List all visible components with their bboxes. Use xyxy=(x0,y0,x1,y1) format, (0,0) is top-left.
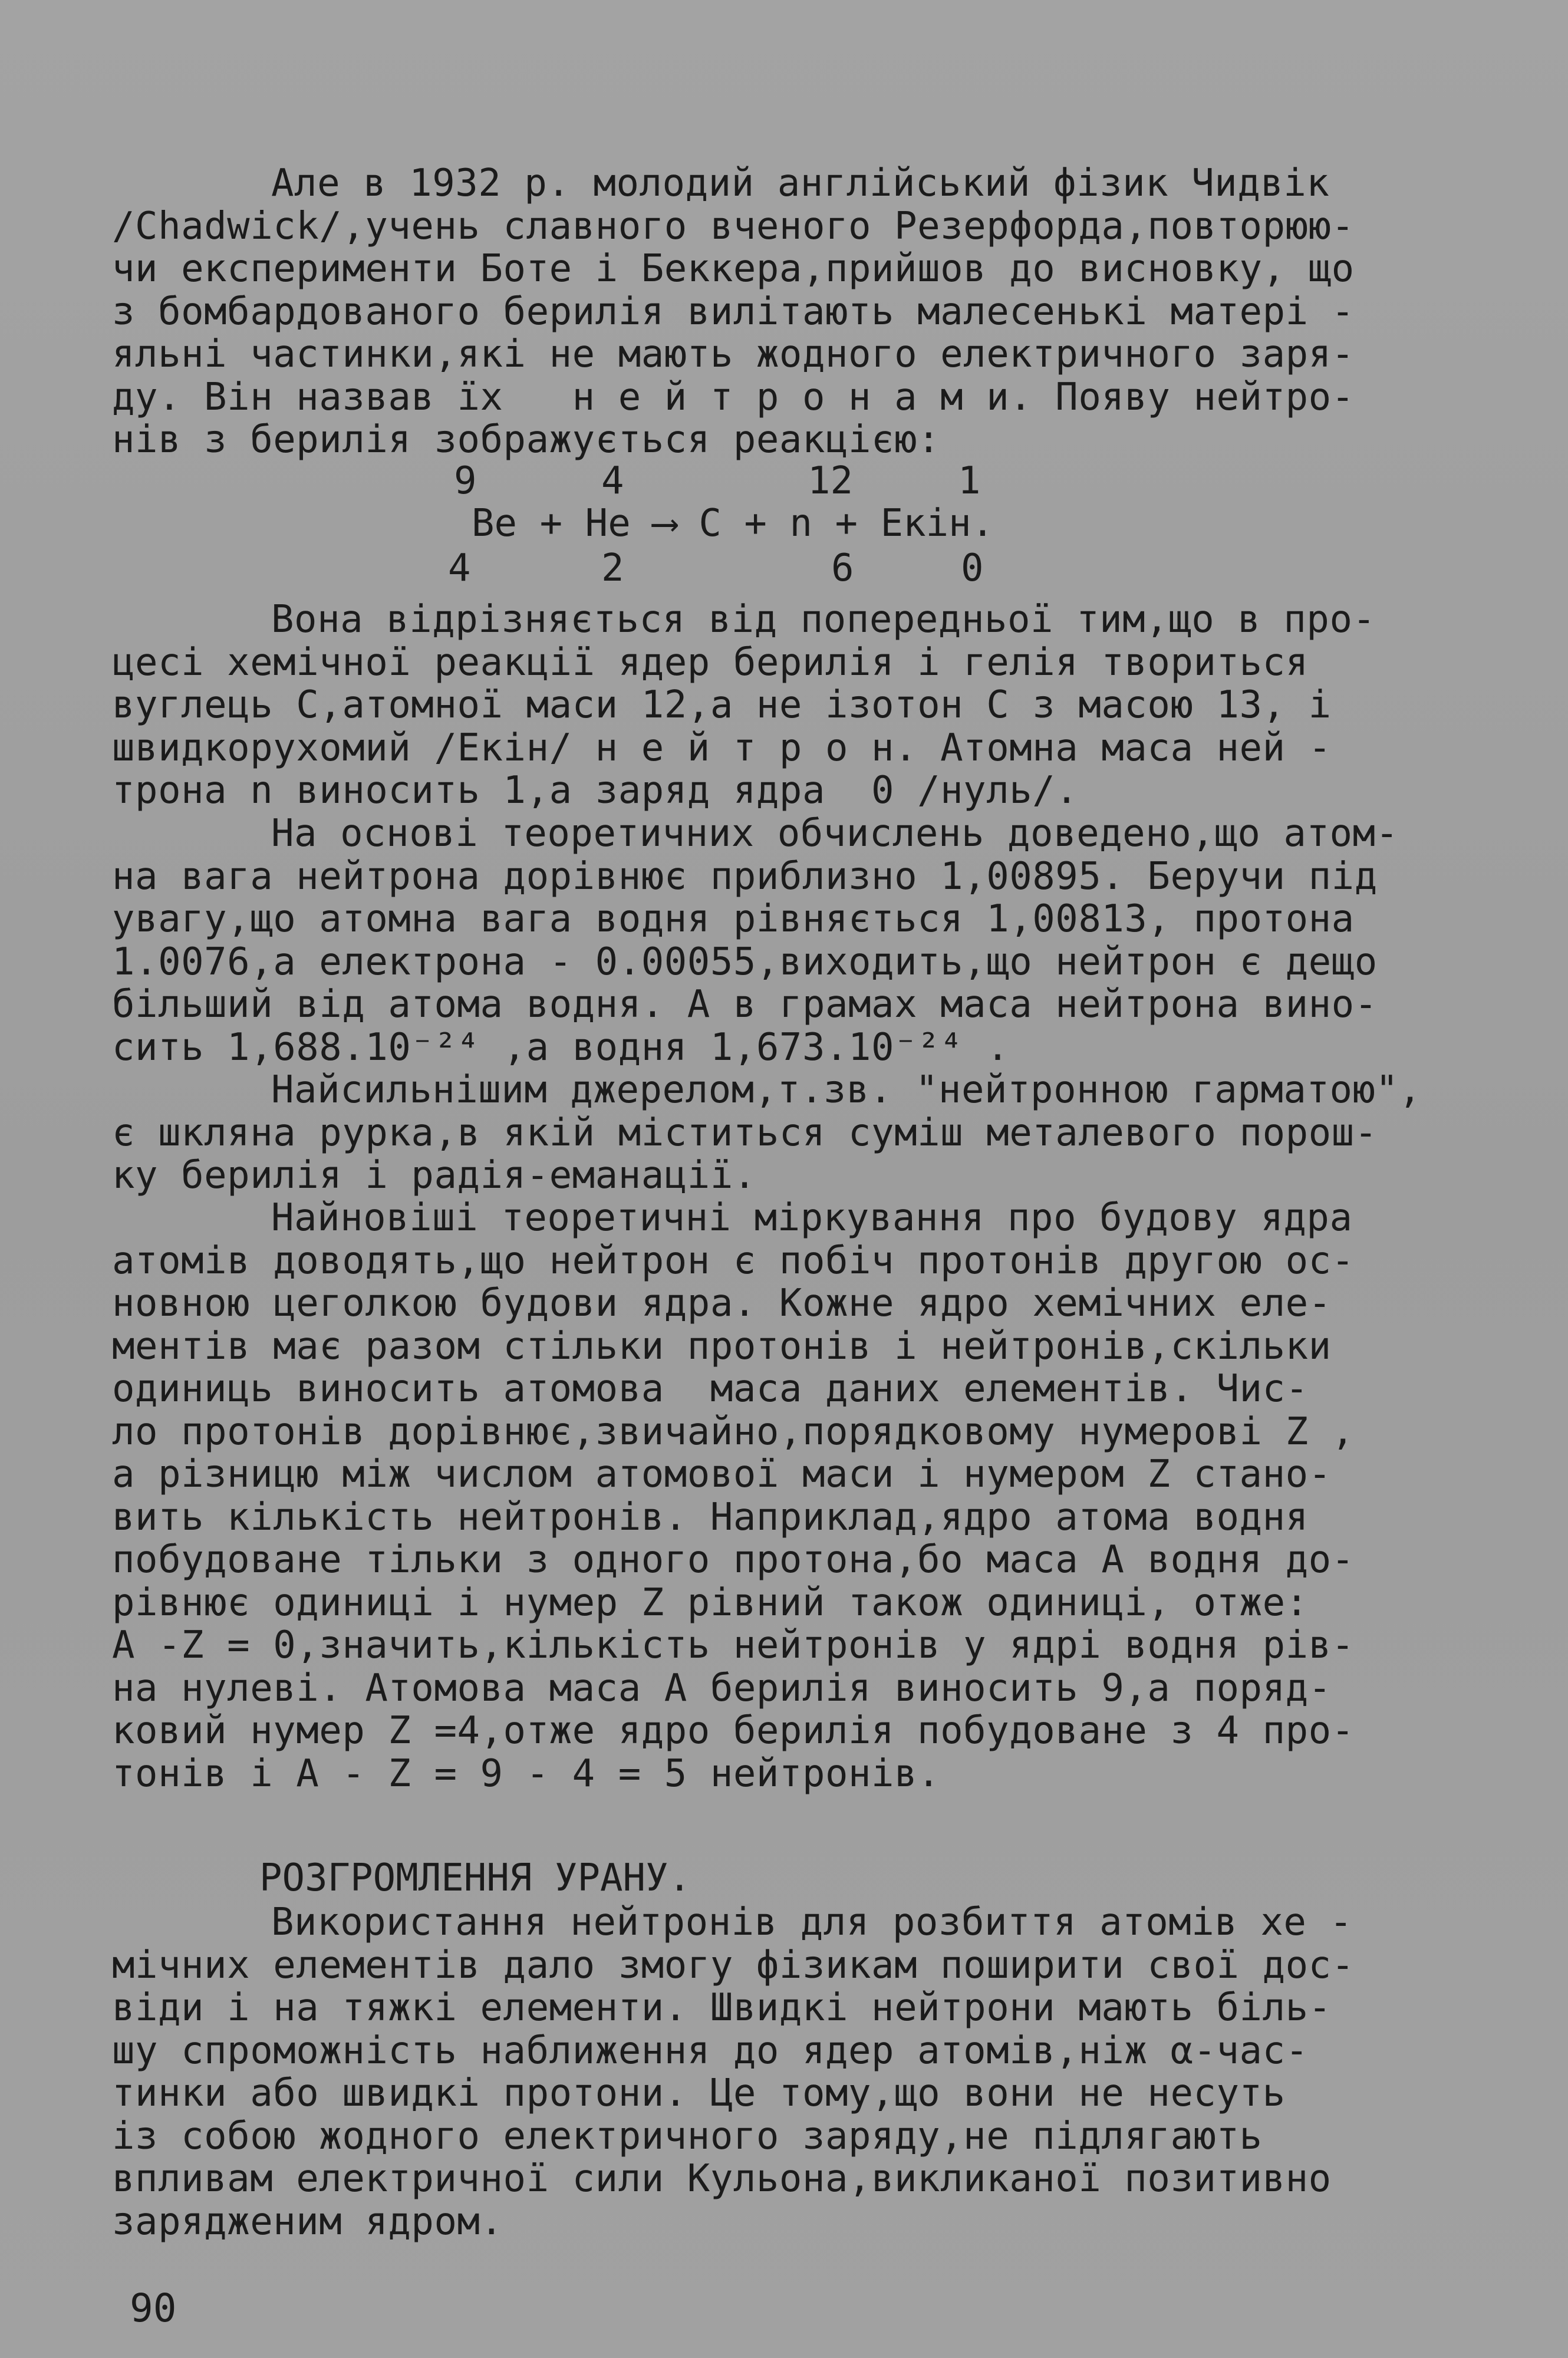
text-line: сить 1,688.10⁻²⁴ ,а водня 1,673.10⁻²⁴ . xyxy=(112,1025,1010,1069)
text-line: чи експерименти Боте і Беккера,прийшов до висновку, що xyxy=(112,247,1355,291)
text-line: вить кількість нейтронів. Наприклад,ядро атома водня xyxy=(112,1495,1309,1539)
text-line: побудоване тільки з одного протона,бо маса А водня до- xyxy=(112,1538,1355,1582)
text-line: впливам електричної сили Кульона,викликаної позитивно xyxy=(112,2157,1332,2201)
text-line: увагу,що атомна вага водня рівняється 1,00813, протона xyxy=(112,897,1355,941)
text-line: ментів має разом стільки протонів і нейтронів,скільки xyxy=(112,1324,1332,1368)
mass-number-neutron: 1 xyxy=(958,459,981,503)
text-line: є шкляна рурка,в якій міститься суміш металевого порош- xyxy=(112,1111,1378,1155)
text-line: Вона відрізняється від попередньої тим,що в про- xyxy=(271,598,1376,641)
text-line: яльні частинки,які не мають жодного електричного заря- xyxy=(112,332,1355,376)
nuclear-reaction-equation xyxy=(0,460,1568,595)
text-line: швидкорухомий /Eкін/ н е й т р о н. Атомна маса ней - xyxy=(112,726,1332,770)
paragraph-neutron-gun xyxy=(112,1069,1503,1197)
text-line: нів з берилія зображується реакцією: xyxy=(112,418,941,462)
text-line: ло протонів дорівнює,звичайно,порядковому нумерові Z , xyxy=(112,1409,1355,1454)
text-line: більший від атома водня. А в грамах маса нейтрона вино- xyxy=(112,983,1378,1026)
text-line: трона n виносить 1,а заряд ядра 0 /нуль/. xyxy=(112,769,1079,812)
text-line: на нулеві. Атомова маса А берилія виносить 9,а поряд- xyxy=(112,1666,1332,1710)
paragraph-nucleus-structure xyxy=(112,1197,1503,1795)
paragraph-reaction-explanation xyxy=(112,598,1503,812)
text-line: шу спроможність наближення до ядер атомів,ніж α-час- xyxy=(112,2028,1309,2073)
text-line: тонів і А - Z = 9 - 4 = 5 нейтронів. xyxy=(112,1751,941,1796)
charge-number-beryllium: 4 xyxy=(448,546,471,590)
text-fragment: ду. Він назвав їх xyxy=(112,375,503,419)
text-line: рівнює одиниці і нумер Z рівний також одиниці, отже: xyxy=(112,1580,1309,1625)
text-line: тинки або швидкі протони. Це тому,що вони не несуть xyxy=(112,2072,1286,2115)
paragraph-neutron-use xyxy=(112,1901,1503,2243)
paragraph-chadwick xyxy=(112,162,1503,462)
text-line: А -Z = 0,значить,кількість нейтронів у ядрі водня рів- xyxy=(112,1623,1355,1667)
text-line: цесі хемічної реакції ядер берилія і гелія твориться xyxy=(112,640,1309,684)
text-line: віди і на тяжкі елементи. Швидкі нейтрони мають біль- xyxy=(112,1986,1332,2030)
paragraph-atomic-weight xyxy=(112,812,1503,1069)
charge-number-neutron: 0 xyxy=(961,546,984,590)
text-line: ковий нумер Z =4,отже ядро берилія побудоване з 4 про- xyxy=(112,1709,1355,1753)
text-line: а різницю між числом атомової маси і нумером Z стано- xyxy=(112,1453,1332,1496)
text-line: Але в 1932 р. молодий англійський фізик Чидвік xyxy=(271,162,1330,205)
reaction-formula: Be + He ⟶ C + n + Eкін. xyxy=(472,502,994,545)
spaced-word-neutrons: н е й т р о н а м и. xyxy=(572,375,1033,419)
mass-number-carbon: 12 xyxy=(808,459,854,503)
text-line: атомів доводять,що нейтрон є побіч протонів другою ос- xyxy=(112,1239,1355,1283)
text-line: /Chadwick/,учень славного вченого Резерфорда,повторюю- xyxy=(112,204,1355,248)
text-line: мічних елементів дало змогу фізикам поширити свої дос- xyxy=(112,1943,1355,1987)
text-line: ку берилія і радія-еманації. xyxy=(112,1154,756,1197)
mass-number-helium: 4 xyxy=(601,459,624,503)
text-line: на вага нейтрона дорівнює приблизно 1,00895. Беручи під xyxy=(112,854,1378,898)
text-line: з бомбардованого берилія вилітають малесенькі матері - xyxy=(112,289,1355,334)
text-line: одиниць виносить атомова маса даних елементів. Чис- xyxy=(112,1367,1309,1411)
text-line: 1.0076,а електрона - 0.00055,виходить,що нейтрон є дещо xyxy=(112,940,1378,984)
section-heading: РОЗГРОМЛЕННЯ УРАНУ. xyxy=(259,1856,691,1900)
text-line: новною цеголкою будови ядра. Кожне ядро хемічних еле- xyxy=(112,1282,1332,1325)
text-line xyxy=(112,376,1503,419)
charge-number-carbon: 6 xyxy=(831,546,854,590)
text-line: Використання нейтронів для розбиття атомів хе - xyxy=(271,1901,1353,1944)
charge-number-helium: 2 xyxy=(601,546,624,590)
text-line: Найсильнішим джерелом,т.зв. "нейтронною гарматою", xyxy=(271,1068,1422,1112)
text-line: вуглець С,атомної маси 12,а не ізотон С з масою 13, і xyxy=(112,683,1332,727)
mass-number-beryllium: 9 xyxy=(454,459,477,503)
text-fragment: Появу нейтро- xyxy=(1055,375,1355,419)
page-number: 90 xyxy=(130,2285,177,2331)
text-line: із собою жодного електричного заряду,не підлягають xyxy=(112,2114,1263,2158)
text-line: зарядженим ядром. xyxy=(112,2199,503,2244)
text-line: На основі теоретичних обчислень доведено,що атом- xyxy=(271,812,1399,855)
text-line: Найновіші теоретичні міркування про будову ядра xyxy=(271,1196,1353,1240)
